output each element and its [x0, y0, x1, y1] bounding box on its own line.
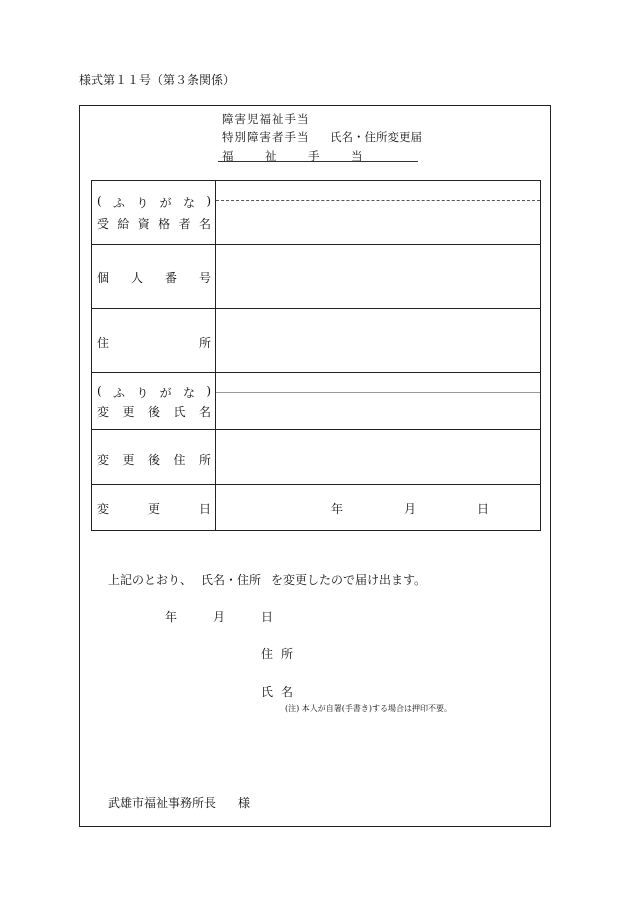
new-name-furigana-label: ( ふ り が な ) [97, 384, 211, 400]
table-row-address [92, 309, 540, 373]
table-row-new-address [92, 430, 540, 485]
form-number: 様式第１１号（第３条関係） [79, 73, 236, 87]
addressee-honorific: 様 [238, 796, 251, 810]
submission-month: 月 [213, 610, 226, 624]
address-label: 住 所 [97, 336, 211, 350]
seal-note: (注) 本人が自署(手書き)する場合は押印不要。 [285, 704, 453, 713]
statement-prefix: 上記のとおり、 [108, 573, 193, 587]
table-row-new-name [92, 373, 540, 430]
addressee [108, 794, 250, 811]
submission-day: 日 [261, 610, 274, 624]
change-date-year: 年 [331, 502, 344, 516]
allowance-type-3: 福 祉 手 当 [222, 149, 373, 163]
change-date-label: 変 更 日 [97, 502, 211, 516]
new-name-label: 変 更 後 氏 名 [97, 405, 211, 419]
table-row-recipient-name [92, 181, 540, 245]
title-underline [218, 161, 418, 162]
applicant-address-label: 住所 [261, 647, 302, 661]
change-date-day: 日 [477, 502, 490, 516]
table-row-change-date [92, 485, 540, 530]
submission-year: 年 [165, 610, 178, 624]
furigana-label: ( ふ り が な ) [97, 194, 211, 210]
personal-number-label: 個 人 番 号 [97, 271, 211, 285]
new-address-label: 変 更 後 住 所 [97, 453, 211, 467]
notice-title: 氏名・住所変更届 [330, 130, 422, 144]
furigana-divider [216, 200, 540, 201]
recipient-name-label: 受 給 資 格 者 名 [97, 217, 211, 231]
allowance-type-1: 障害児福祉手当 [222, 112, 310, 126]
statement-subject: 氏名・住所 [201, 573, 262, 587]
new-name-furigana-divider [216, 392, 540, 393]
addressee-office: 武雄市福祉事務所長 [108, 796, 217, 810]
statement-suffix: を変更したので届け出ます。 [271, 573, 427, 587]
table-row-personal-number [92, 245, 540, 309]
allowance-type-2: 特別障害者手当 [222, 130, 310, 144]
applicant-name-label: 氏名 [261, 685, 302, 699]
form-table [91, 180, 541, 531]
change-date-month: 月 [404, 502, 417, 516]
